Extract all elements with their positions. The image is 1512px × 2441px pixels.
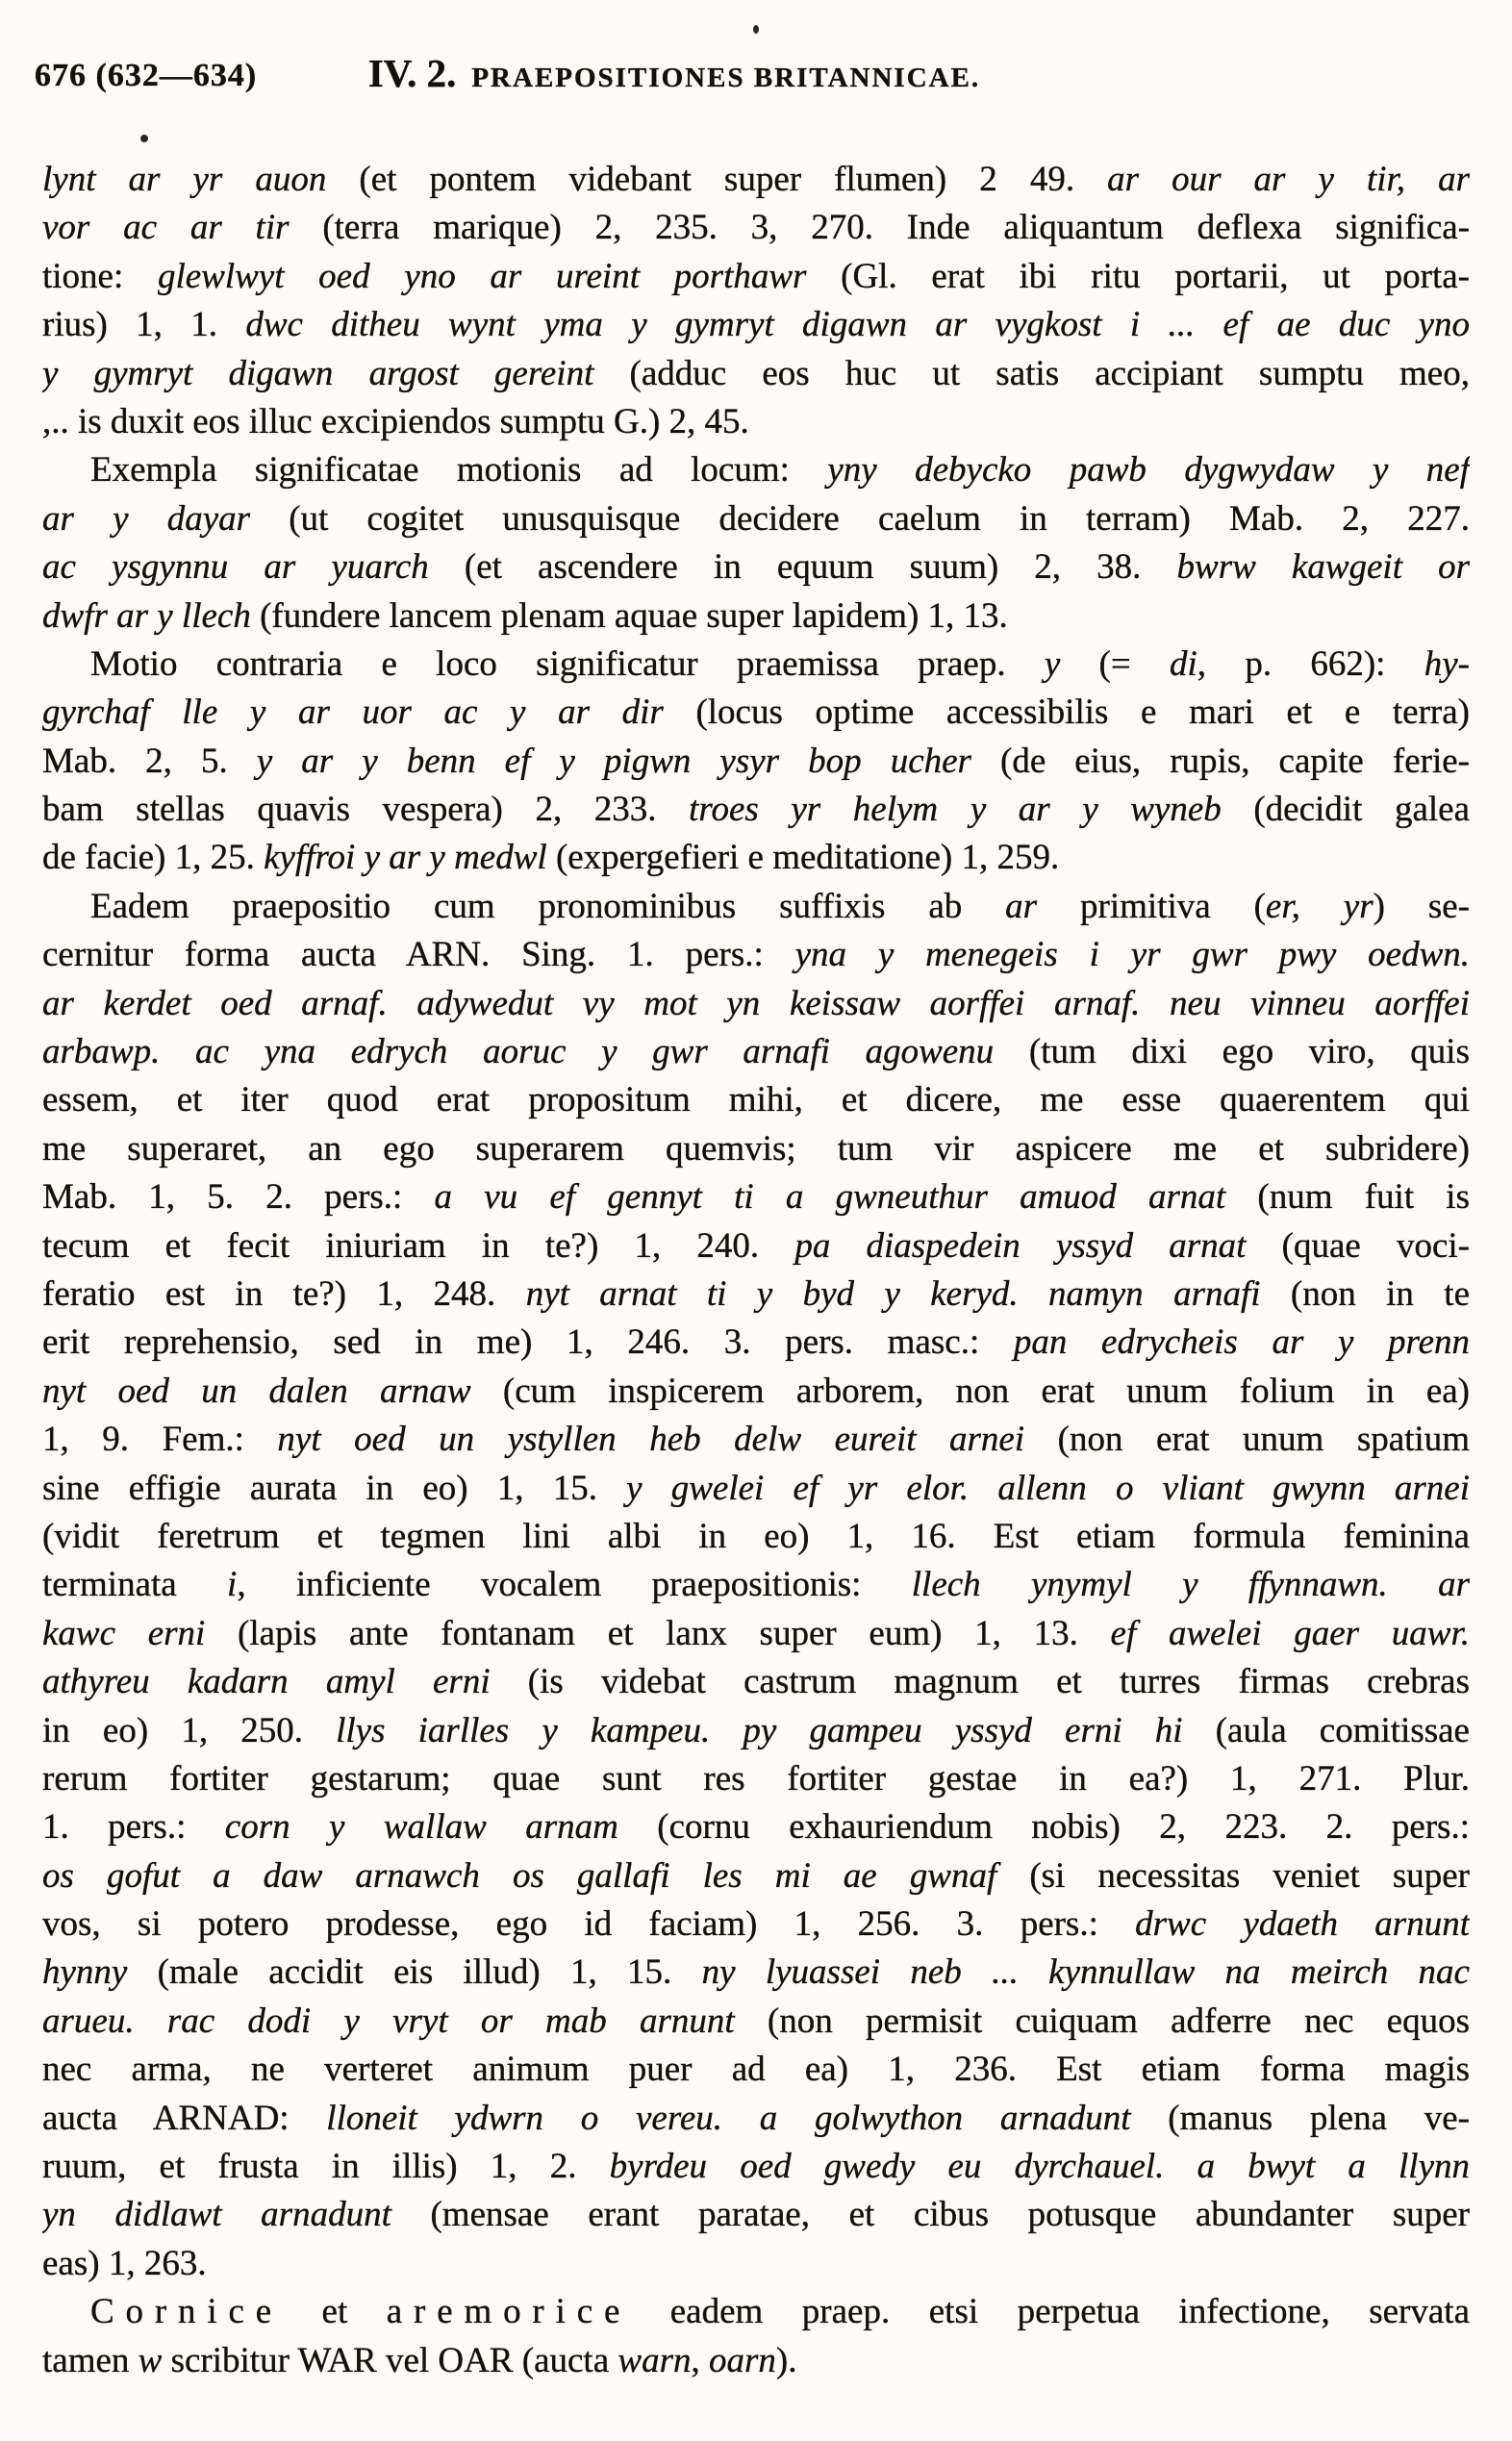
text-line (42, 931, 1470, 979)
text-run: (tum dixi ego viro, quis (1028, 1032, 1470, 1072)
text-run: kawc erni (42, 1613, 239, 1653)
text-run: ar our ar y tir, ar (1107, 160, 1470, 199)
text-line (42, 2337, 1470, 2385)
text-run: y gymryt digawn argost gereint (42, 353, 630, 393)
text-run: Eadem praepositio cum pronominibus suffixis ab (90, 886, 1006, 926)
text-run: cernitur forma aucta ARN. Sing. 1. pers.: (42, 935, 795, 975)
text-line (42, 1416, 1470, 1464)
text-run: yn didlawt arnadunt (42, 2195, 431, 2235)
text-run: primitiva ( (1080, 886, 1266, 926)
text-run: et (283, 2292, 387, 2332)
text-run: (male accidit eis illud) 1, 15. (157, 1952, 702, 1993)
text-line (42, 1368, 1470, 1416)
text-run: dwc ditheu wynt yma y gymryt digawn ar vygkost i ... ef ae duc yno (245, 305, 1470, 345)
text-run: Mab. 1, 5. 2. pers.: (42, 1177, 435, 1218)
text-run: Mab. 2, 5. (42, 741, 257, 781)
text-run: ). (775, 2340, 797, 2380)
text-run: eadem praep. etsi perpetua infectione, servata (631, 2292, 1470, 2332)
text-run: pan edrycheis ar y prenn (1013, 1322, 1470, 1363)
text-run: dwfr ar y llech (42, 595, 261, 636)
text-run: (vidit feretrum et tegmen lini albi in eo) 1, 16. Est etiam formula feminina (42, 1516, 1470, 1556)
text-run: (cum inspicerem arborem, non erat unum folium in ea) (502, 1371, 1470, 1411)
text-run: hy- (1424, 643, 1470, 684)
text-line (42, 1998, 1470, 2046)
text-run: gyrchaf lle y ar uor ac y ar dir (42, 692, 696, 733)
text-line (42, 738, 1470, 786)
text-run: llys iarlles y kampeu. py gampeu yssyd erni hi (336, 1710, 1216, 1750)
text-run: ar kerdet oed arnaf. adywedut vy mot yn keissaw aorffei arnaf. neu vinneu aorffei (42, 983, 1470, 1023)
text-run: athyreu kadarn amyl erni (42, 1662, 528, 1702)
text-run: Motio contraria e loco significatur praemissa praep. (90, 643, 1045, 684)
text-line (42, 592, 1470, 641)
text-run: ny lyuassei neb ... kynnullaw na meirch nac (701, 1952, 1470, 1993)
text-run: sine effigie aurata in eo) 1, 15. (42, 1468, 627, 1508)
text-run: yny debycko pawb dygwydaw y nef (827, 450, 1470, 491)
text-line (42, 1803, 1470, 1851)
text-run: yna y menegeis i yr gwr pwy oedwn. (794, 935, 1470, 975)
text-run: , p. 662): (1197, 643, 1424, 684)
text-run: Cornice (90, 2292, 284, 2332)
text-line (42, 301, 1470, 349)
text-run: lynt ar yr auon (42, 160, 360, 199)
text-run: (non erat unum spatium (1057, 1420, 1470, 1460)
text-line (42, 2288, 1470, 2336)
text-line (42, 1319, 1470, 1367)
text-run: eas) 1, 263. (42, 2243, 207, 2283)
text-run: vos, si potero prodesse, ego id faciam) 1, 256. 3. pers.: (42, 1904, 1136, 1945)
text-run: drwc ydaeth arnunt (1135, 1904, 1470, 1945)
text-run: me superaret, an ego superarem quemvis; tum vir aspicere me et subridere) (42, 1128, 1470, 1169)
text-run: aucta ARNAD: (42, 2098, 327, 2138)
text-line (42, 1513, 1470, 1561)
text-line (42, 1852, 1470, 1900)
text-run: llech ynymyl y ffynnawn. ar (911, 1565, 1470, 1605)
text-run: y ar y benn ef y pigwn ysyr bop ucher (256, 741, 1000, 781)
text-run: tecum et fecit iniuriam in te?) 1, 240. (42, 1225, 795, 1266)
text-line (42, 204, 1470, 252)
text-run: , (691, 2340, 709, 2380)
text-line (42, 883, 1470, 931)
text-run: ,.. is duxit eos illuc excipiendos sumptu G.) 2, 45. (42, 401, 749, 441)
text-line (42, 689, 1470, 737)
text-line (42, 156, 1470, 204)
text-run: (terra marique) 2, 235. 3, 270. Inde aliquantum deflexa significa- (322, 208, 1470, 248)
text-run: (quae voci- (1281, 1225, 1470, 1266)
page-number: 676 (35, 58, 87, 93)
text-line (42, 2191, 1470, 2239)
text-run: (non in te (1290, 1273, 1470, 1314)
chapter-heading (0, 50, 1348, 96)
text-line (42, 786, 1470, 834)
text-run: (Gl. erat ibi ritu portarii, ut porta- (841, 256, 1470, 296)
text-line (42, 980, 1470, 1028)
text-run: y (1044, 643, 1099, 684)
text-run: rerum fortiter gestarum; quae sunt res fortiter gestae in ea?) 1, 271. Plur. (42, 1758, 1470, 1799)
text-run: 1, 9. Fem.: (42, 1420, 278, 1460)
text-run: (ut cogitet unusquisque decidere caelum in terram) Mab. 2, 227. (289, 498, 1470, 539)
text-line (42, 1949, 1470, 1997)
text-line (42, 1610, 1470, 1658)
text-run: tamen (42, 2340, 139, 2380)
text-line (42, 253, 1470, 301)
text-line (42, 834, 1470, 882)
text-run: (adduc eos huc ut satis accipiant sumptu meo, (629, 353, 1470, 393)
text-run: (= (1098, 643, 1171, 684)
text-line (42, 398, 1470, 446)
text-run: bwrw kawgeit or (1176, 547, 1470, 588)
text-run: (mensae erant paratae, et cibus potusque abundanter super (430, 2195, 1470, 2235)
text-run: ef awelei gaer uawr. (1110, 1613, 1470, 1653)
text-run: glewlwyt oed yno ar ureint porthawr (157, 256, 842, 296)
text-run: , inficiente vocalem praepositionis: (237, 1565, 912, 1605)
text-line (42, 1076, 1470, 1124)
text-run: de facie) 1, 25. (42, 838, 265, 878)
text-line (42, 446, 1470, 494)
text-run: kyffroi y ar y medwl (264, 838, 556, 878)
text-run: w (138, 2340, 171, 2380)
text-run: nec arma, ne verteret animum puer ad ea) 1, 236. Est etiam forma magis (42, 2050, 1470, 2090)
running-head (0, 0, 1512, 110)
text-run: (non permisit cuiquam adferre nec equos (767, 2001, 1470, 2041)
text-line (42, 1125, 1470, 1173)
text-run: os gofut a daw arnawch os gallafi les mi ae gwnaf (42, 1855, 1030, 1896)
text-run: essem, et iter quod erat propositum mihi, et dicere, me esse quaerentem qui (42, 1080, 1470, 1120)
text-run: erit reprehensio, sed in me) 1, 246. 3. pers. masc.: (42, 1322, 1014, 1363)
text-run: i (227, 1565, 238, 1605)
text-run: arbawp. ac yna edrych aoruc y gwr arnafi agowenu (42, 1032, 1029, 1072)
text-line (42, 1900, 1470, 1949)
text-run: (decidit galea (1253, 790, 1470, 830)
text-run: (si necessitas veniet super (1029, 1855, 1470, 1896)
text-run: (manus plena ve- (1168, 2098, 1470, 2138)
text-run: hynny (42, 1952, 158, 1993)
text-run: terminata (42, 1565, 228, 1605)
text-run: ar (1005, 886, 1080, 926)
text-run: (aula comitissae (1215, 1710, 1470, 1750)
text-run: corn y wallaw arnam (224, 1807, 658, 1848)
text-line (42, 1465, 1470, 1513)
text-run: ar y dayar (42, 498, 290, 539)
text-run: (is videbat castrum magnum et turres firmas crebras (527, 1662, 1470, 1702)
text-run: (locus optime accessibilis e mari et e terra) (695, 692, 1470, 733)
text-run: in eo) 1, 250. (42, 1710, 337, 1750)
scan-speck (140, 135, 148, 142)
text-run: pa diaspedein yssyd arnat (794, 1225, 1282, 1266)
text-run: Exempla significatae motionis ad locum: (90, 450, 828, 491)
text-run: byrdeu oed gwedy eu dyrchauel. a bwyt a llynn (609, 2147, 1470, 2187)
text-run: a vu ef gennyt ti a gwneuthur amuod arnat (434, 1177, 1258, 1218)
text-run: lloneit ydwrn o vereu. a golwython arnadunt (326, 2098, 1169, 2138)
text-run: feratio est in te?) 1, 248. (42, 1273, 526, 1314)
text-run: warn (617, 2340, 692, 2380)
text-run: troes yr helym y ar y wyneb (689, 790, 1254, 830)
text-line (42, 2046, 1470, 2094)
text-run: scribitur WAR vel OAR (aucta (170, 2340, 618, 2380)
text-line (42, 543, 1470, 591)
text-line (42, 1271, 1470, 1319)
section-number: IV. 2. (367, 51, 457, 95)
text-line (42, 495, 1470, 543)
text-line (42, 2240, 1470, 2288)
text-run: vor ac ar tir (42, 208, 323, 248)
text-run: (fundere lancem plenam aquae super lapidem) 1, 13. (260, 595, 1008, 636)
text-run: 1. pers.: (42, 1807, 225, 1848)
text-run: di (1170, 643, 1197, 684)
text-run: arueu. rac dodi y vryt or mab arnunt (42, 2001, 768, 2041)
text-run: ac ysgynnu ar yuarch (42, 547, 465, 588)
text-run: (expergefieri e meditatione) 1, 259. (555, 838, 1060, 878)
text-run: (et pontem videbant super flumen) 2 49. (359, 160, 1108, 199)
text-run: (lapis ante fontanam et lanx super eum) 1, 13. (238, 1613, 1111, 1653)
text-run: (de eius, rupis, capite ferie- (1000, 741, 1470, 781)
text-line (42, 1658, 1470, 1706)
text-run: (et ascendere in equum suum) 2, 38. (464, 547, 1177, 588)
text-run: (num fuit is (1257, 1177, 1470, 1218)
text-run: oarn (708, 2340, 776, 2380)
text-run: aremorice (386, 2292, 632, 2332)
text-run: tione: (42, 256, 158, 296)
text-run: nyt oed un ystyllen heb delw eureit arnei (277, 1420, 1058, 1460)
text-run: nyt arnat ti y byd y keryd. namyn arnafi (525, 1273, 1291, 1314)
sheet-range: (632—634) (95, 58, 258, 93)
text-run: rius) 1, 1. (42, 305, 246, 345)
text-line (42, 1707, 1470, 1755)
text-line (42, 1173, 1470, 1221)
text-line (42, 1755, 1470, 1803)
text-run: ruum, et frusta in illis) 1, 2. (42, 2147, 610, 2187)
text-line (42, 1222, 1470, 1271)
text-line (42, 350, 1470, 398)
text-run: nyt oed un dalen arnaw (42, 1371, 503, 1411)
text-block (42, 156, 1470, 2385)
text-run: bam stellas quavis vespera) 2, 233. (42, 790, 690, 830)
text-run: y gwelei ef yr elor. allenn o vliant gwynn arnei (626, 1468, 1470, 1508)
text-run: er, yr (1265, 886, 1373, 926)
section-title: PRAEPOSITIONES BRITANNICAE. (471, 63, 981, 93)
text-line (42, 2143, 1470, 2191)
text-line (42, 641, 1470, 689)
text-line (42, 1561, 1470, 1609)
text-line (42, 1028, 1470, 1076)
text-run: (cornu exhauriendum nobis) 2, 223. 2. pers.: (657, 1807, 1470, 1848)
text-line (42, 2095, 1470, 2143)
text-run: ) se- (1373, 886, 1470, 926)
